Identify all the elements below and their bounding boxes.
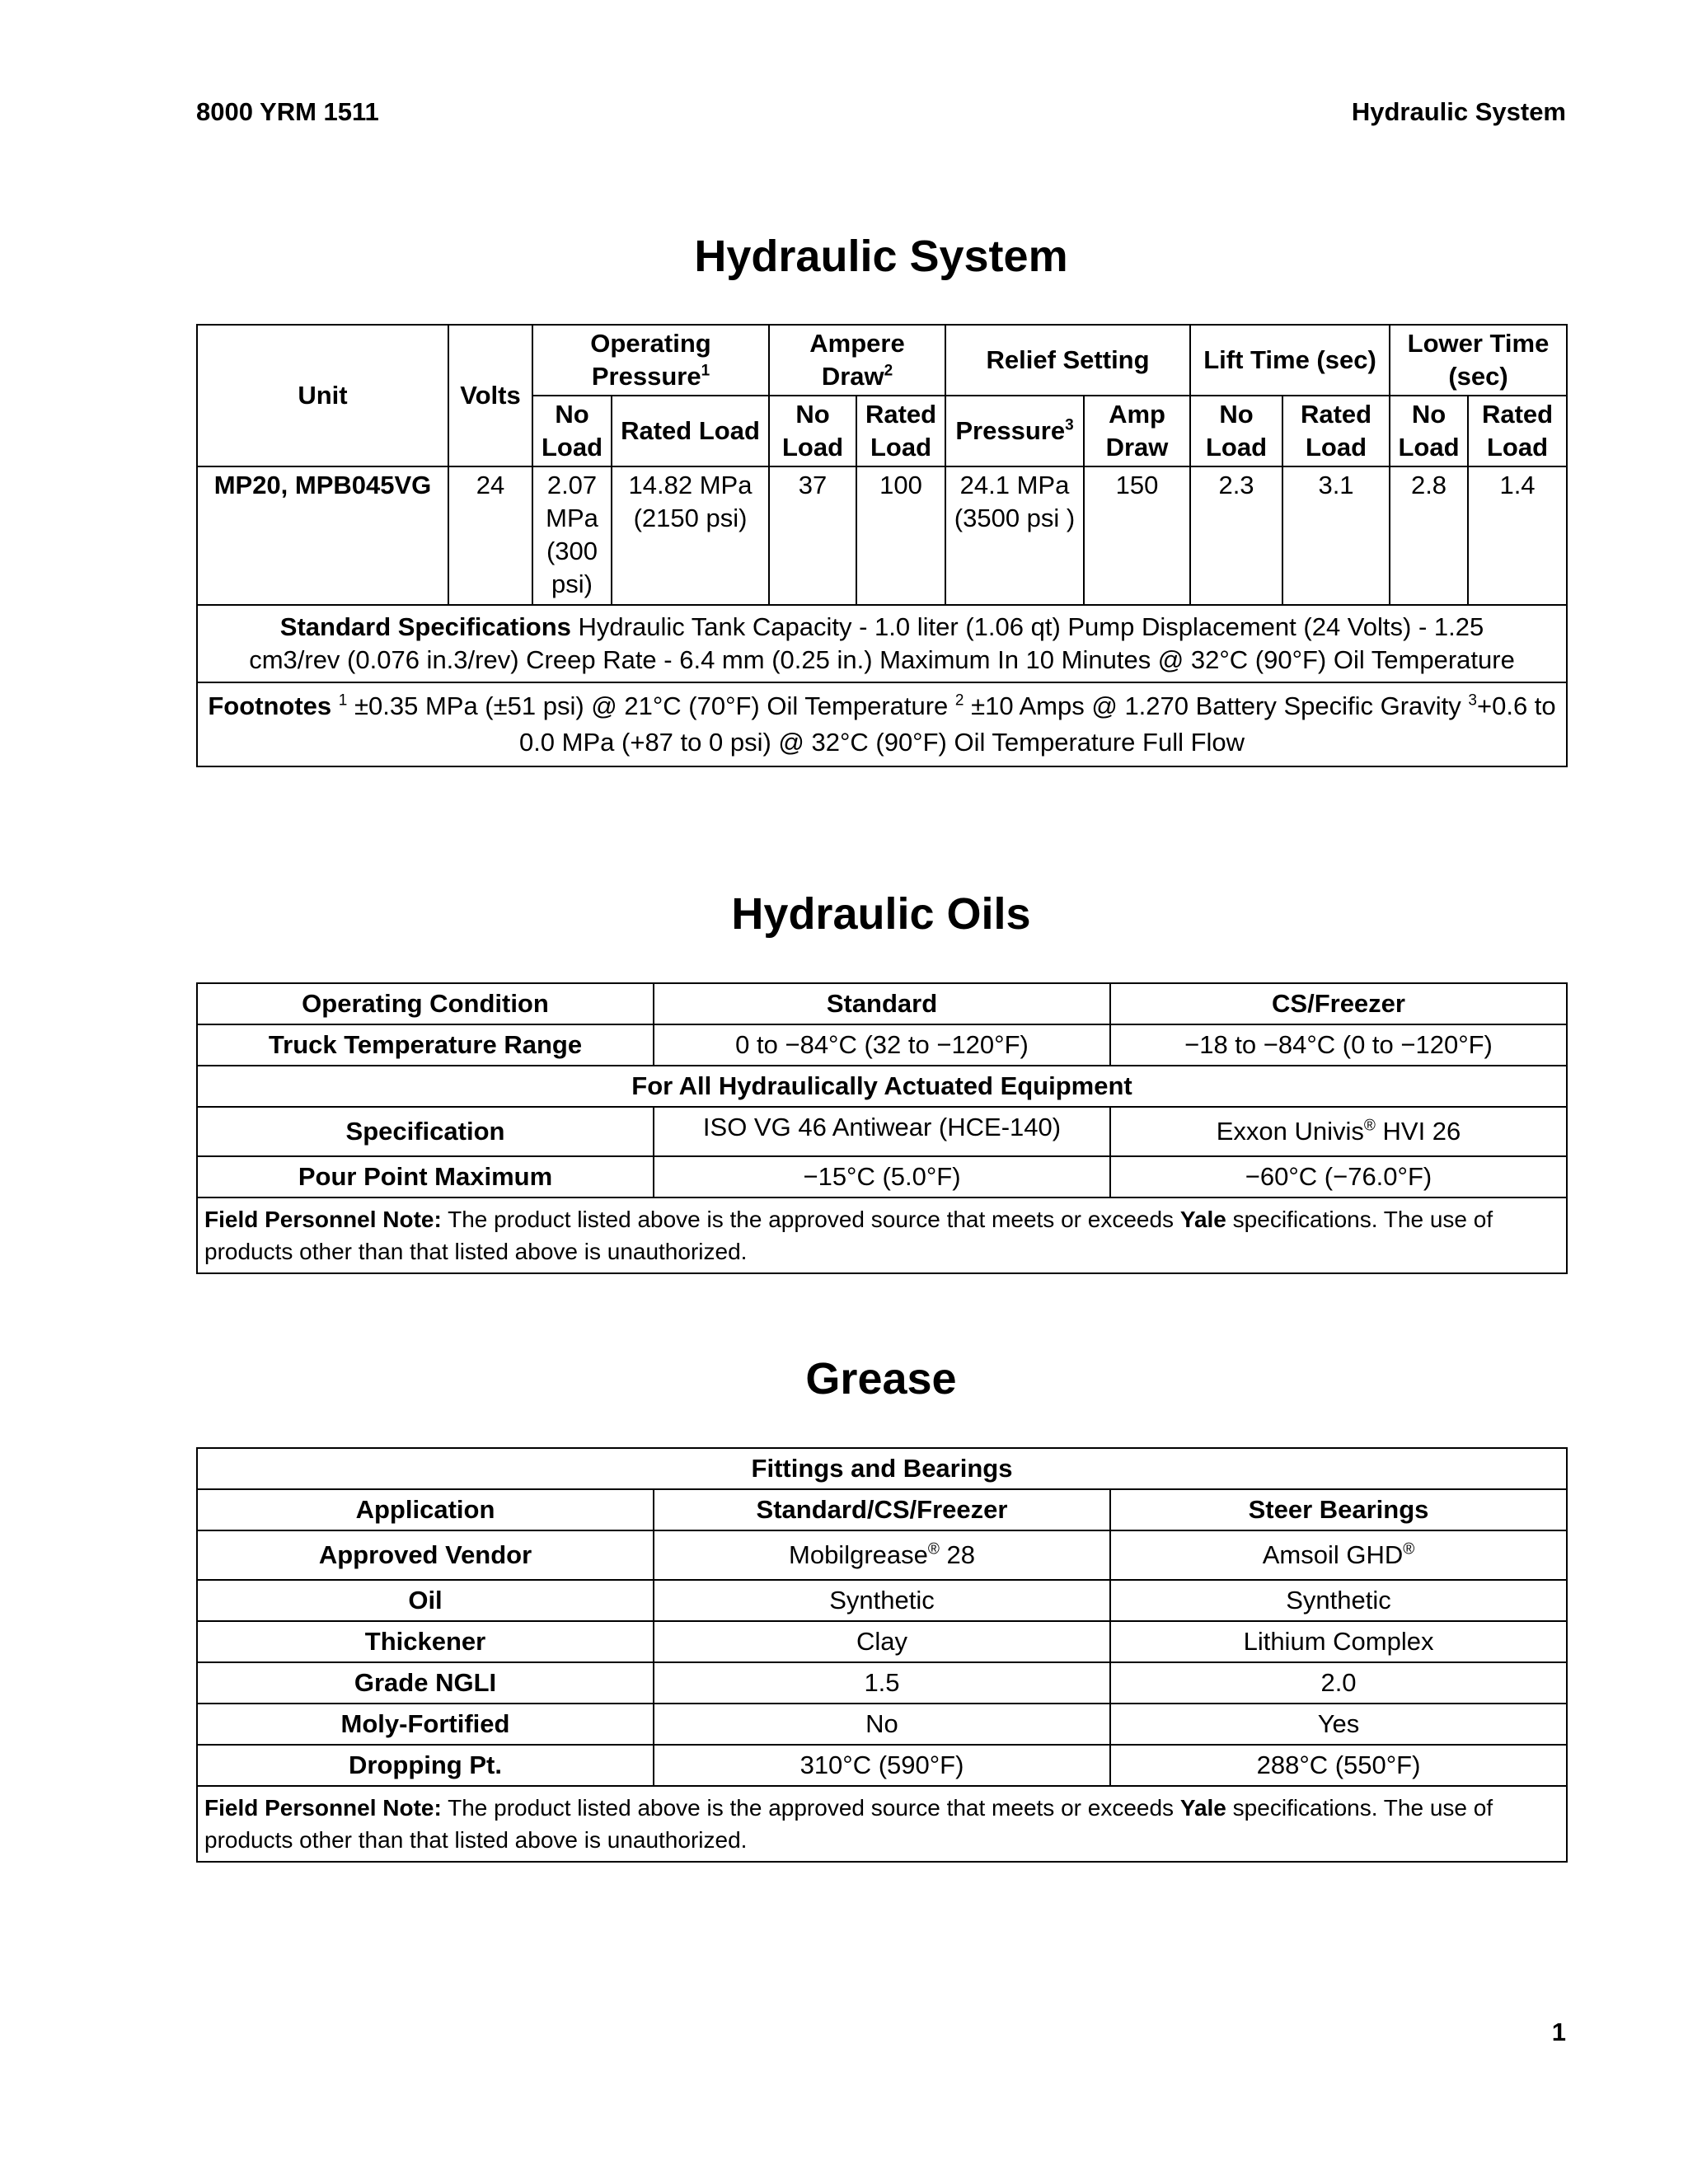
- sub-rated-load: Rated Load: [1282, 396, 1390, 466]
- footnotes: Footnotes $^1$ ±0.35 MPa (±51 psi) @ 21°C (70°F) Oil Temperature $^2$ ±10 Amps @ 1.270 Battery Specific Gravity $^3$+0.6 to 0.0 MPa (+87 to 0 psi) @ 32°C (90°F) Oil Temperature Full Flow: [197, 682, 1567, 766]
- row-label: Moly-Fortified: [197, 1704, 654, 1745]
- col-operating-pressure: Operating Pressure$^1$: [532, 325, 769, 396]
- col-lower-time: Lower Time (sec): [1390, 325, 1567, 396]
- sub-no-load: No Load: [532, 396, 612, 466]
- cell-unit: MP20, MPB045VG: [197, 466, 448, 605]
- cell-lower-rated-load: 1.4: [1468, 466, 1567, 605]
- col-cs-freezer: CS/Freezer: [1110, 983, 1567, 1024]
- sub-amp-draw: Amp Draw: [1084, 396, 1190, 466]
- page-number: 1: [1551, 2018, 1566, 2046]
- row-label: Thickener: [197, 1621, 654, 1662]
- table-row: [197, 1156, 1567, 1197]
- col-standard: Standard: [654, 983, 1110, 1024]
- header-row-1: [197, 325, 1567, 396]
- cell-freezer: −18 to −84°C (0 to −120°F): [1110, 1024, 1567, 1066]
- cell-standard: ISO VG 46 Antiwear (HCE-140): [654, 1107, 1110, 1156]
- cell-steer: 2.0: [1110, 1662, 1567, 1704]
- cell-standard: 1.5: [654, 1662, 1110, 1704]
- col-ampere-draw: Ampere Draw$^2$: [769, 325, 945, 396]
- table-row: [197, 1489, 1567, 1530]
- sub-pressure: Pressure$^3$: [945, 396, 1084, 466]
- footnotes-row: [197, 682, 1567, 766]
- cell-freezer: −60°C (−76.0°F): [1110, 1156, 1567, 1197]
- row-label: Oil: [197, 1580, 654, 1621]
- table-row: [197, 1024, 1567, 1066]
- table-row: [197, 1448, 1567, 1489]
- row-label: Truck Temperature Range: [197, 1024, 654, 1066]
- cell-lift-rated-load: 3.1: [1282, 466, 1390, 605]
- sub-rated-load: Rated Load: [1468, 396, 1567, 466]
- header-section: Hydraulic System: [1351, 97, 1566, 126]
- col-standard-cs-freezer: Standard/CS/Freezer: [654, 1489, 1110, 1530]
- table-row: [197, 1066, 1567, 1107]
- row-label: Grade NGLI: [197, 1662, 654, 1704]
- sub-rated-load: Rated Load: [856, 396, 945, 466]
- cell-standard: Synthetic: [654, 1580, 1110, 1621]
- cell-amp-rated-load: 100: [856, 466, 945, 605]
- cell-steer: Synthetic: [1110, 1580, 1567, 1621]
- table-row: [197, 1621, 1567, 1662]
- col-relief-setting: Relief Setting: [945, 325, 1190, 396]
- cell-steer: Amsoil GHD®: [1110, 1530, 1567, 1580]
- cell-steer: 288°C (550°F): [1110, 1745, 1567, 1786]
- sub-no-load: No Load: [1190, 396, 1282, 466]
- hydraulic-oils-title: Hydraulic Oils: [731, 889, 1031, 939]
- col-lift-time: Lift Time (sec): [1190, 325, 1390, 396]
- table-row: [197, 1530, 1567, 1580]
- table-row: [197, 1745, 1567, 1786]
- field-personnel-note: Field Personnel Note: The product listed above is the approved source that meets or exceeds Yale specifications. The use of products other than that listed above is unauthorized.: [197, 1786, 1567, 1862]
- col-operating-condition: Operating Condition: [197, 983, 654, 1024]
- field-personnel-note: Field Personnel Note: The product listed above is the approved source that meets or exceeds Yale specifications. The use of products other than that listed above is unauthorized.: [197, 1197, 1567, 1273]
- row-label: Approved Vendor: [197, 1530, 654, 1580]
- col-application: Application: [197, 1489, 654, 1530]
- table-row: [197, 466, 1567, 605]
- document-page: [196, 0, 1566, 2184]
- hydraulic-oils-table: [196, 982, 1568, 1274]
- doc-code: 8000 YRM 1511: [196, 97, 379, 126]
- cell-standard: 310°C (590°F): [654, 1745, 1110, 1786]
- row-label: Dropping Pt.: [197, 1745, 654, 1786]
- col-unit: Unit: [197, 325, 448, 466]
- standard-specs-row: [197, 605, 1567, 682]
- hydraulic-system-table: [196, 324, 1568, 767]
- standard-specs: Standard Specifications Hydraulic Tank Capacity - 1.0 liter (1.06 qt) Pump Displacement (24 Volts) - 1.25 cm3/rev (0.076 in.3/rev) Creep Rate - 6.4 mm (0.25 in.) Maximum In 10 Minutes @ 32°C (90°F) Oil Temperature: [197, 605, 1567, 682]
- cell-standard: 0 to −84°C (32 to −120°F): [654, 1024, 1110, 1066]
- cell-volts: 24: [448, 466, 532, 605]
- cell-steer: Yes: [1110, 1704, 1567, 1745]
- table-row: [197, 983, 1567, 1024]
- col-volts: Volts: [448, 325, 532, 466]
- row-label: Specification: [197, 1107, 654, 1156]
- sub-no-load: No Load: [1390, 396, 1468, 466]
- span-label: Fittings and Bearings: [197, 1448, 1567, 1489]
- hydraulic-system-title: Hydraulic System: [694, 232, 1068, 281]
- cell-standard: Mobilgrease® 28: [654, 1530, 1110, 1580]
- cell-relief-amp-draw: 150: [1084, 466, 1190, 605]
- sub-no-load: No Load: [769, 396, 856, 466]
- cell-standard: −15°C (5.0°F): [654, 1156, 1110, 1197]
- table-row: [197, 1107, 1567, 1156]
- cell-lift-no-load: 2.3: [1190, 466, 1282, 605]
- cell-standard: No: [654, 1704, 1110, 1745]
- grease-title: Grease: [805, 1354, 957, 1404]
- table-row: [197, 1786, 1567, 1862]
- row-label: Pour Point Maximum: [197, 1156, 654, 1197]
- span-label: For All Hydraulically Actuated Equipment: [197, 1066, 1567, 1107]
- cell-steer: Lithium Complex: [1110, 1621, 1567, 1662]
- table-row: [197, 1580, 1567, 1621]
- table-row: [197, 1662, 1567, 1704]
- page-header: [196, 97, 1566, 127]
- cell-lower-no-load: 2.8: [1390, 466, 1468, 605]
- cell-standard: Clay: [654, 1621, 1110, 1662]
- col-steer-bearings: Steer Bearings: [1110, 1489, 1567, 1530]
- sub-rated-load: Rated Load: [612, 396, 769, 466]
- cell-op-no-load: 2.07 MPa (300 psi): [532, 466, 612, 605]
- table-row: [197, 1704, 1567, 1745]
- cell-amp-no-load: 37: [769, 466, 856, 605]
- grease-table: [196, 1447, 1568, 1863]
- cell-relief-pressure: 24.1 MPa (3500 psi ): [945, 466, 1084, 605]
- cell-freezer: Exxon Univis® HVI 26: [1110, 1107, 1567, 1156]
- table-row: [197, 1197, 1567, 1273]
- cell-op-rated-load: 14.82 MPa (2150 psi): [612, 466, 769, 605]
